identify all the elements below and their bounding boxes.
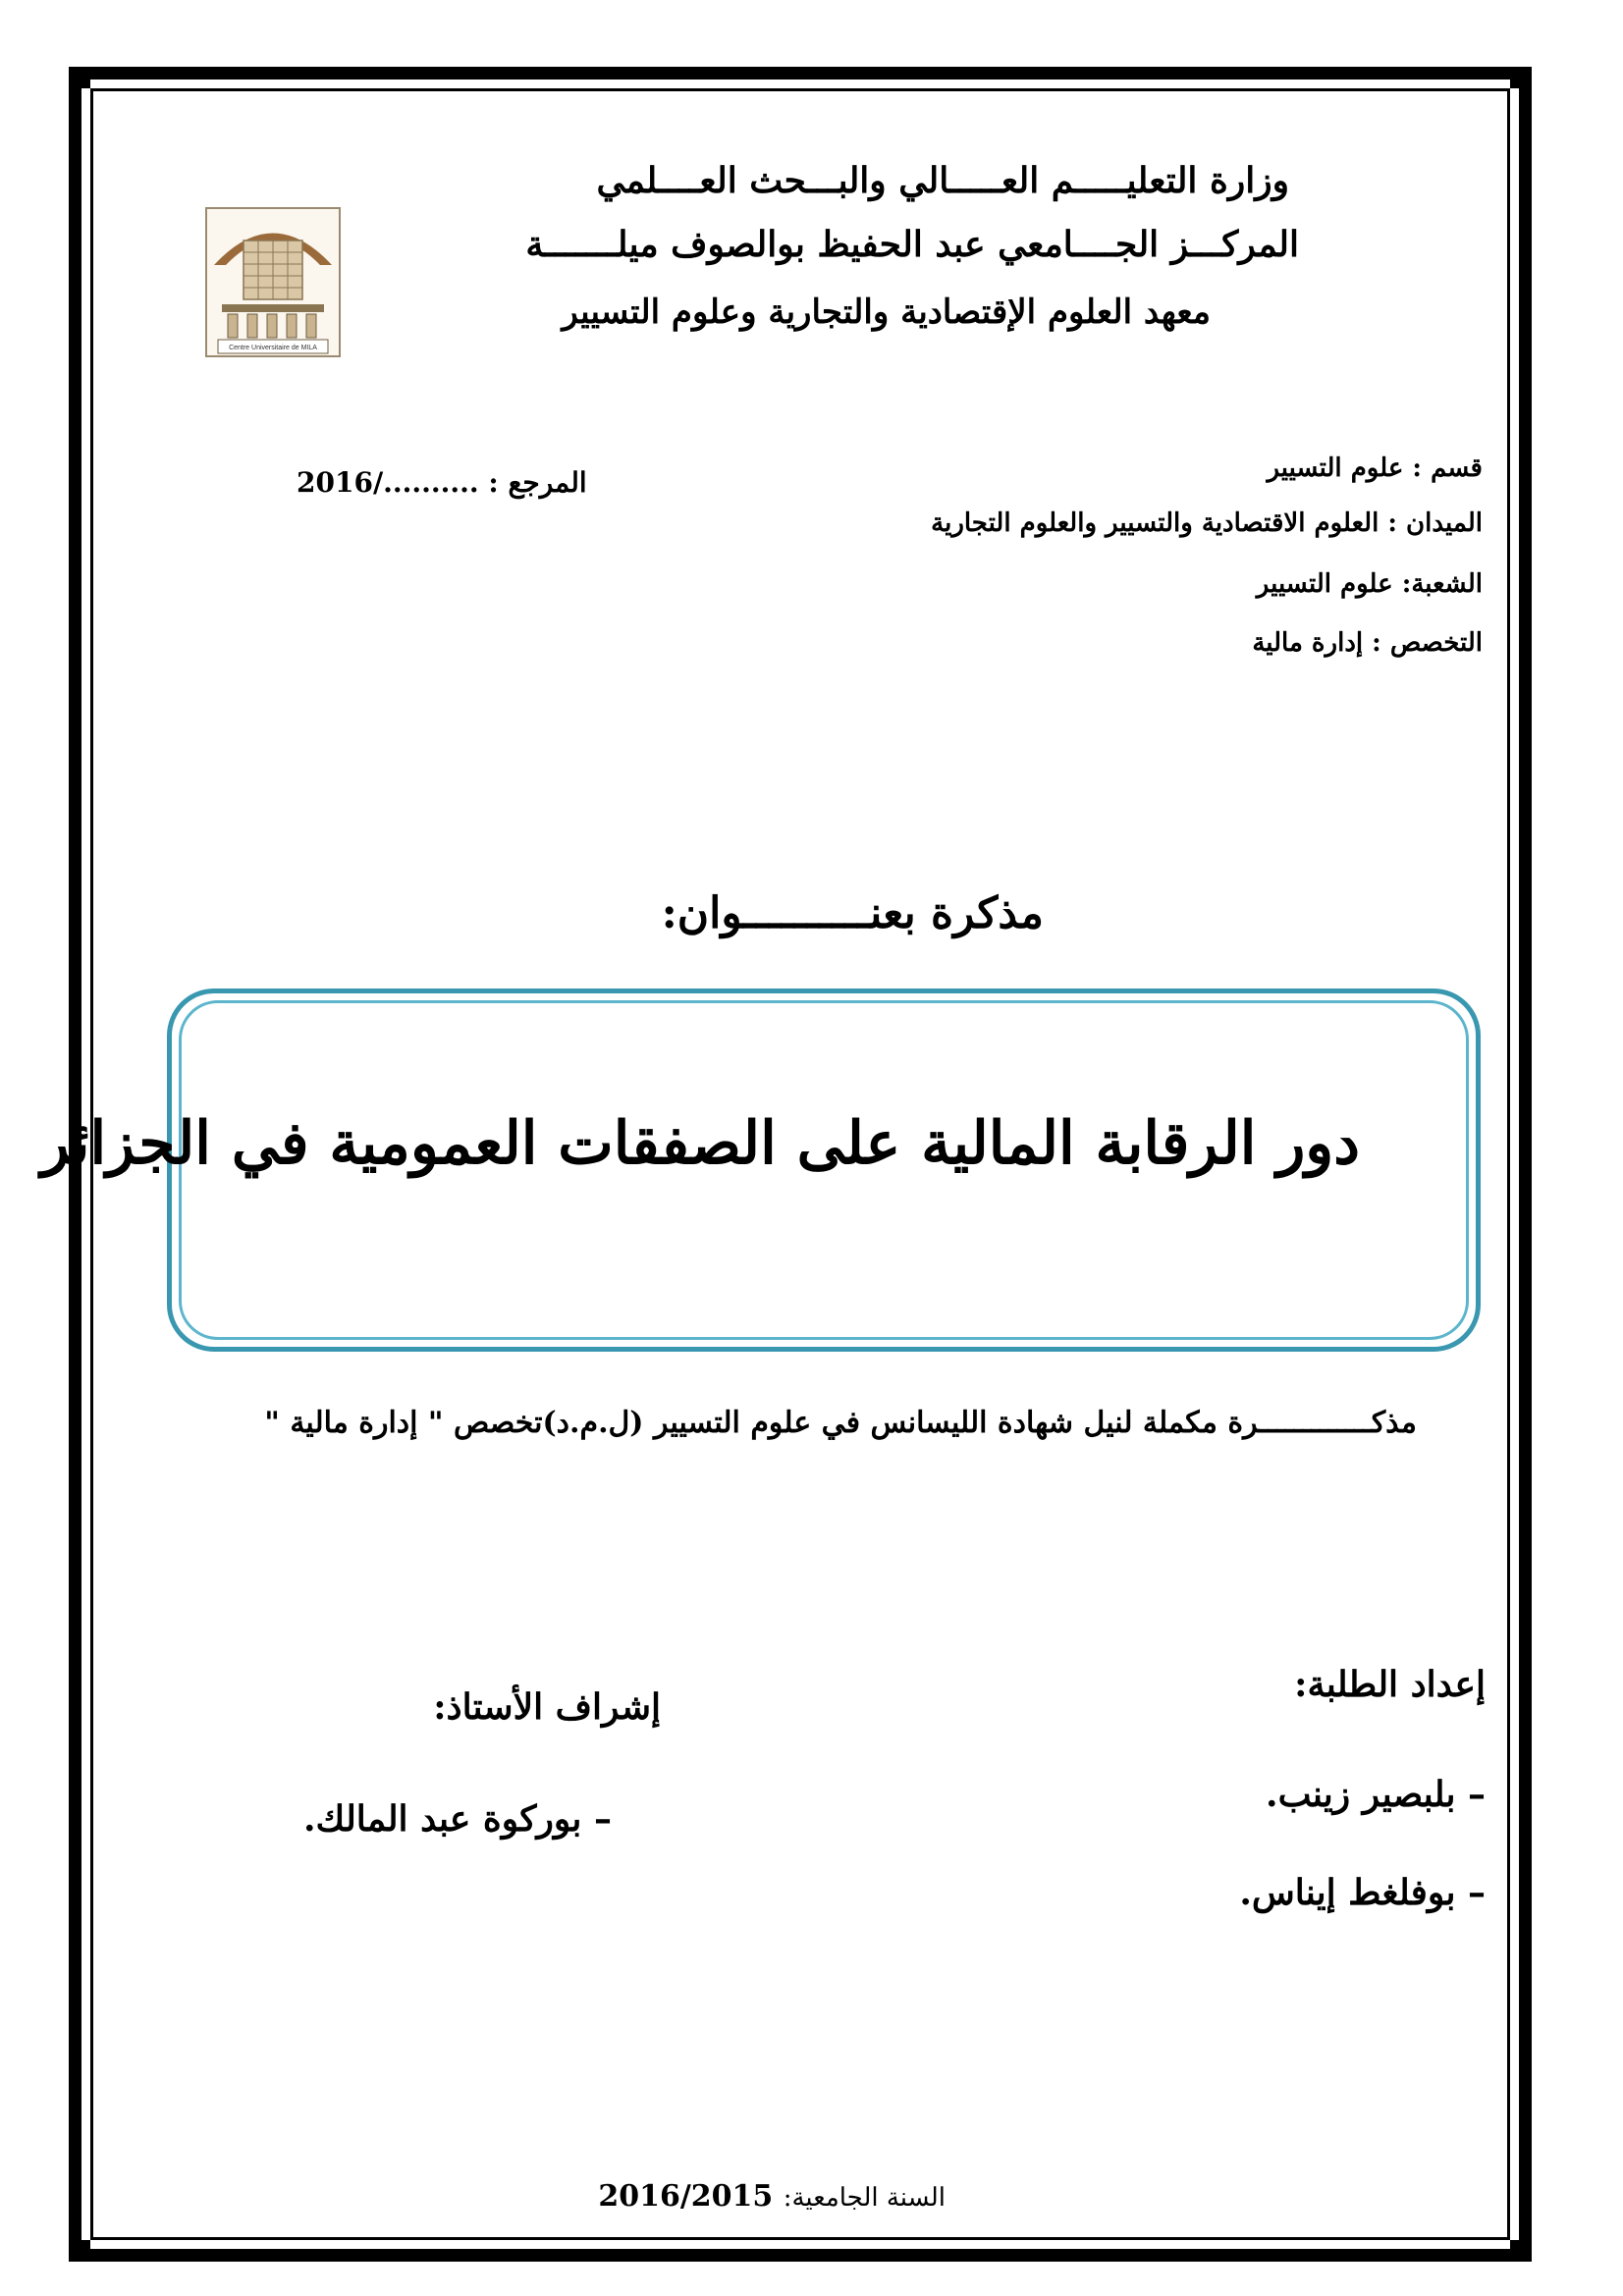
institute-name: معهد العلوم الإقتصادية والتجارية وعلوم التسيير — [562, 293, 1211, 332]
students-label: إعداد الطلبة: — [1294, 1664, 1486, 1705]
supervisor-label: إشراف الأستاذ: — [433, 1686, 661, 1728]
branch-line: الشعبة: علوم التسيير — [1256, 569, 1483, 599]
supervisor-name: – بوركوة عبد المالك. — [302, 1798, 612, 1840]
ministry-name: وزارة التعليـــــم العـــــالي والبـــحث العــــلمي — [596, 160, 1289, 201]
memo-subject-label: مذكرة بعنــــــــــوان: — [661, 888, 1044, 938]
university-building-icon — [204, 206, 342, 358]
student-name: – بلبصير زينب. — [1266, 1774, 1486, 1815]
academic-year-label: السنة الجامعية: — [783, 2183, 946, 2213]
memo-description: مذكـــــــــــــرة مكملة لنيل شهادة الليسانس في علوم التسيير (ل.م.د)تخصص " إدارة مالية " — [264, 1406, 1417, 1440]
border-corner — [1510, 2240, 1532, 2262]
border-corner — [1510, 67, 1532, 88]
reference-line: المرجع : ........../2016 — [297, 466, 587, 499]
department-line: قسم : علوم التسيير — [1267, 454, 1483, 483]
logo-caption: Centre Universitaire de MILA — [229, 345, 317, 351]
border-corner — [69, 67, 90, 88]
academic-year-value: 2016/2015 — [598, 2179, 774, 2214]
academic-year — [598, 2179, 946, 2214]
field-line: الميدان : العلوم الاقتصادية والتسيير والعلوم التجارية — [931, 508, 1483, 538]
student-name: – بوفلغط إيناس. — [1239, 1872, 1486, 1913]
border-corner — [69, 2240, 90, 2262]
specialty-line: التخصص : إدارة مالية — [1252, 628, 1483, 658]
university-center-name: المركـــز الجــــامعي عبد الحفيظ بوالصوف ميلـــــــة — [525, 224, 1299, 265]
memo-title: دور الرقابة المالية على الصفقات العمومية في الجزائر — [40, 1109, 1360, 1178]
